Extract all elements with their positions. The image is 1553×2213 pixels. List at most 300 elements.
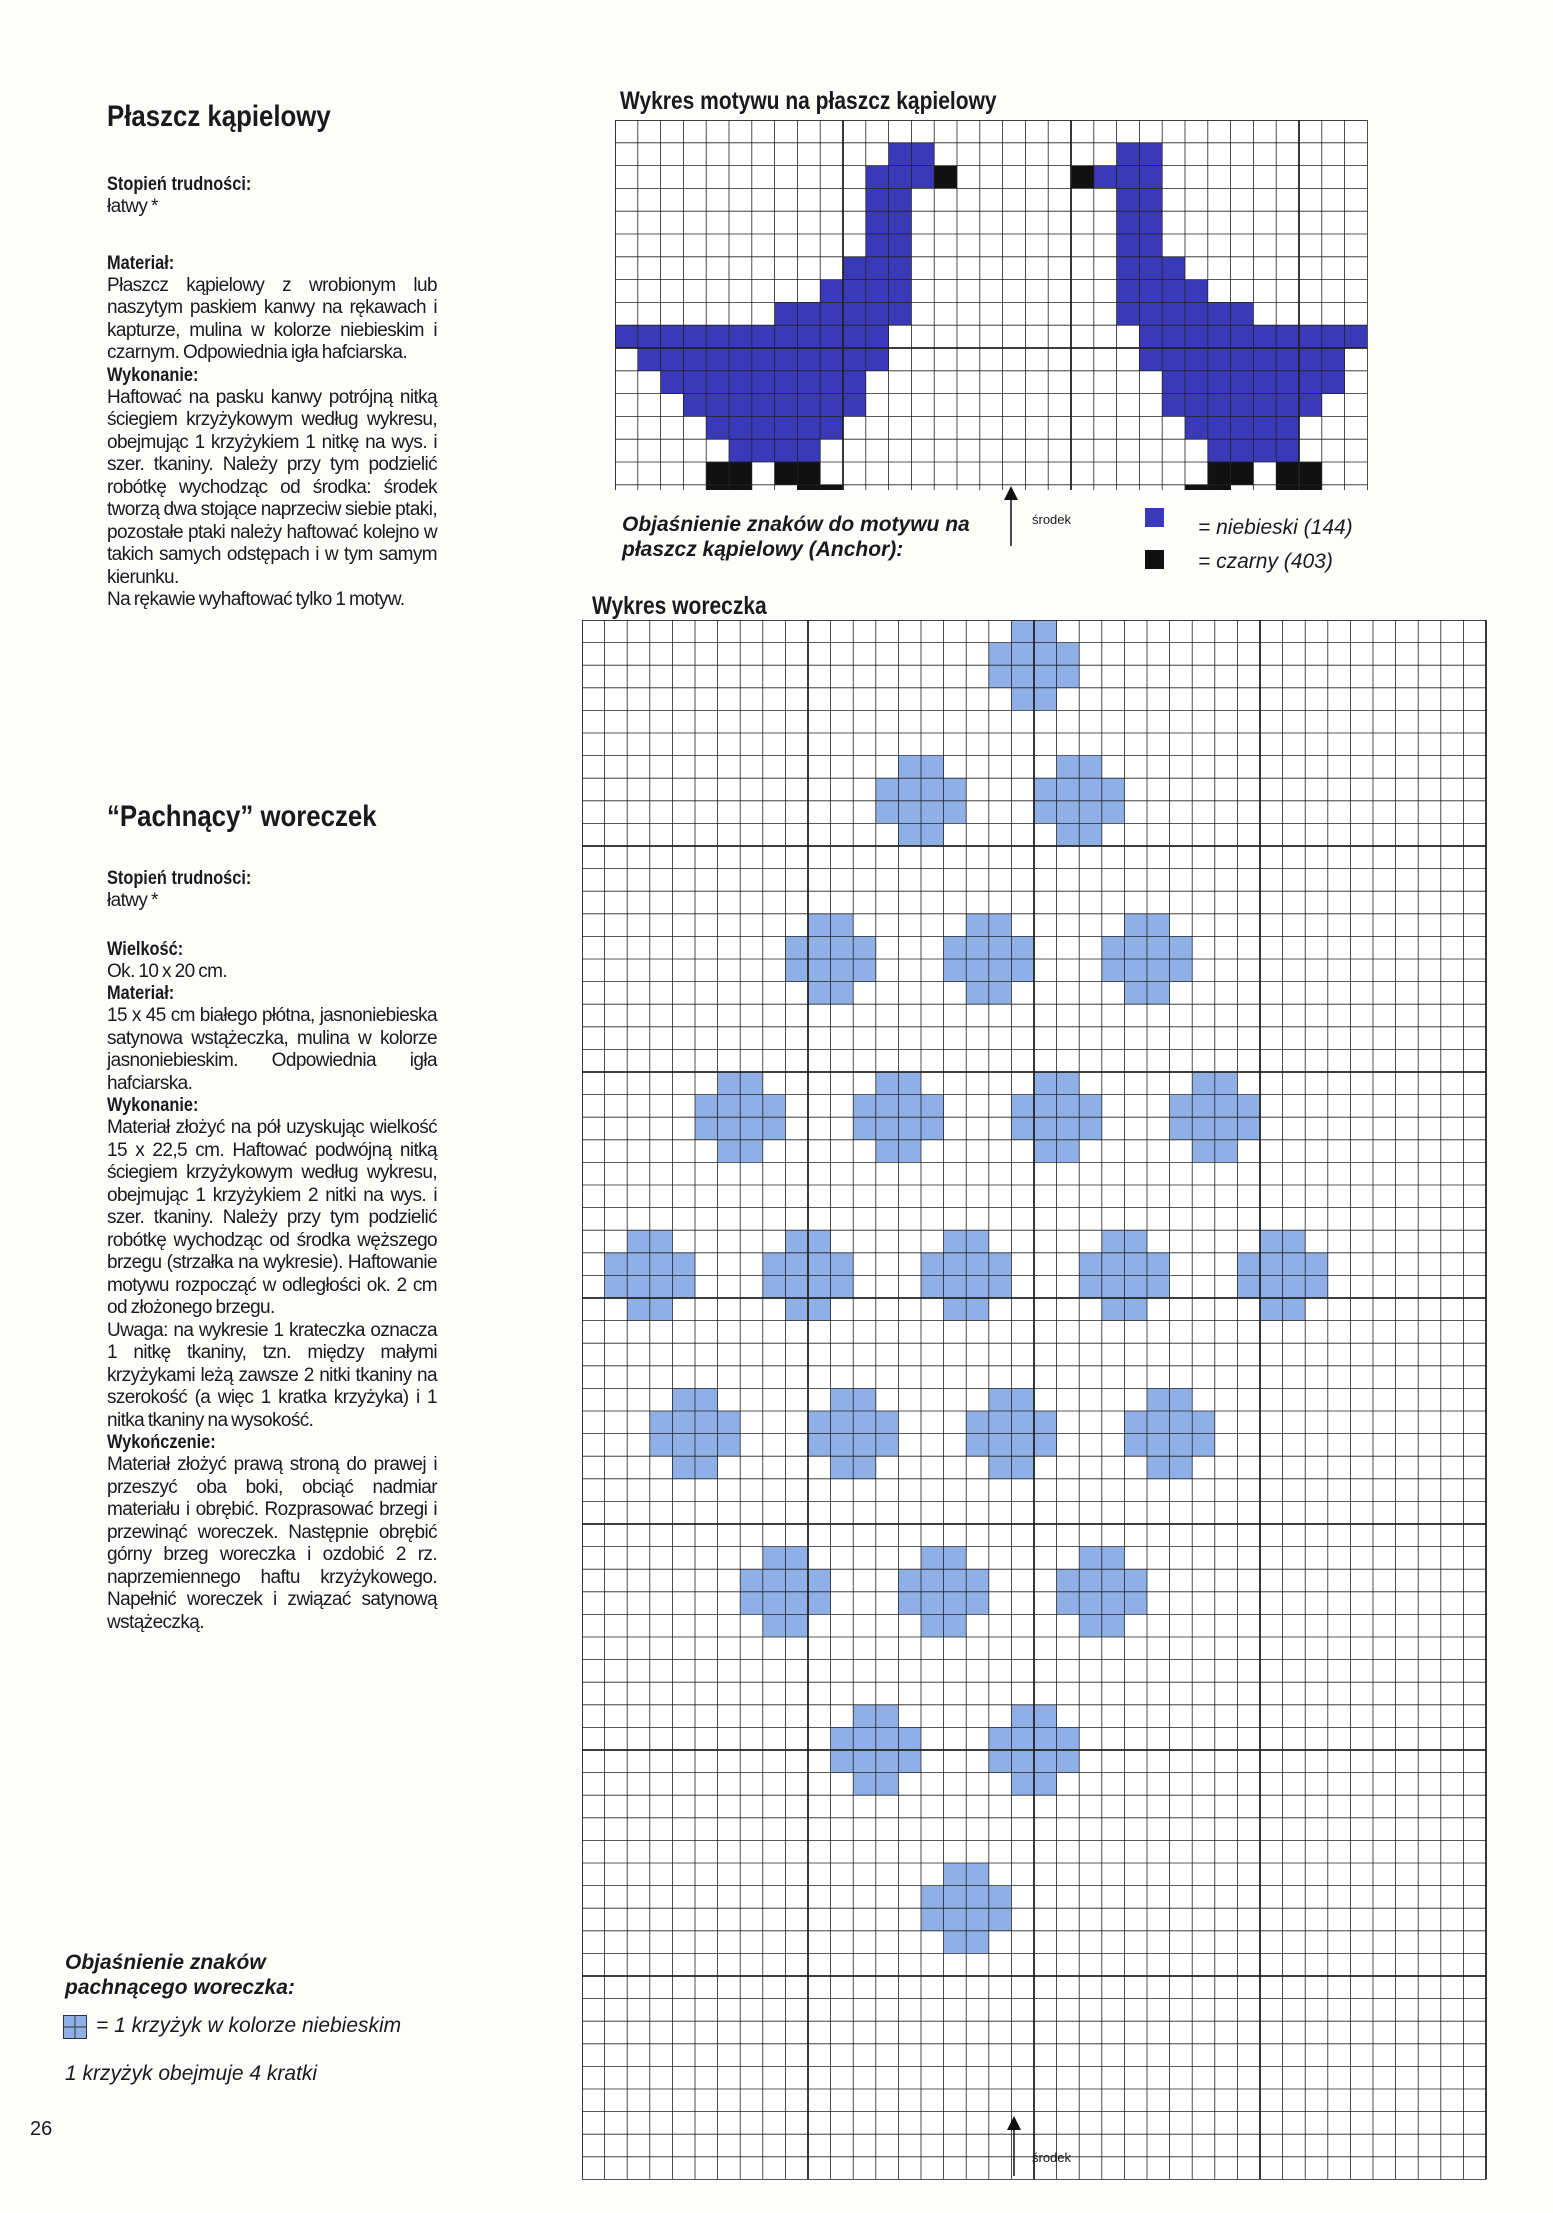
bird-cell	[729, 439, 752, 462]
sachet-cell	[1124, 1275, 1147, 1298]
bird-cell	[1253, 439, 1276, 462]
sachet-cell	[1102, 1547, 1125, 1570]
bird-cell	[1139, 325, 1162, 348]
sachet-cell	[1260, 1275, 1283, 1298]
sachet-cell	[650, 1298, 673, 1321]
bird-cell	[797, 302, 820, 325]
sachet-cell	[1057, 665, 1080, 688]
bird-cell	[889, 211, 912, 234]
bird-cell	[866, 302, 889, 325]
material-label: Materiał:	[107, 983, 175, 1004]
bird-cell	[866, 188, 889, 211]
bird-cell	[1094, 166, 1117, 189]
sachet-cell	[1283, 1275, 1306, 1298]
section-title: “Pachnący” woreczek	[107, 800, 377, 833]
sachet-cell	[876, 1727, 899, 1750]
sachet-cell	[1102, 936, 1125, 959]
sachet-cell	[808, 936, 831, 959]
bird-cell	[866, 325, 889, 348]
sachet-cell	[876, 1773, 899, 1796]
bird-cell	[775, 348, 798, 371]
bird-cell	[820, 371, 843, 394]
sachet-cell	[853, 1750, 876, 1773]
sachet-cell	[672, 1434, 695, 1457]
sachet-cell	[808, 1592, 831, 1615]
sachet-cell	[672, 1253, 695, 1276]
sachet-cell	[1237, 1095, 1260, 1118]
sachet-cell	[876, 1095, 899, 1118]
sachet-cell	[1192, 1140, 1215, 1163]
bird-cell	[1299, 371, 1322, 394]
sachet-cell	[989, 665, 1012, 688]
bird-cell	[683, 371, 706, 394]
bird-cell	[683, 325, 706, 348]
sachet-cell	[1305, 1275, 1328, 1298]
sachet-cell	[876, 1750, 899, 1773]
sachet-cell	[785, 1253, 808, 1276]
sachet-cell	[1057, 643, 1080, 666]
sachet-cell	[1057, 801, 1080, 824]
sachet-cell	[921, 801, 944, 824]
sachet-cell	[1170, 1117, 1193, 1140]
bird-cell	[1162, 302, 1185, 325]
sachet-cell	[695, 1095, 718, 1118]
bird-cell	[1139, 257, 1162, 280]
sachet-cell	[763, 1275, 786, 1298]
sachet-cell	[1079, 778, 1102, 801]
sachet-legend-note: 1 krzyżyk obejmuje 4 kratki	[65, 2062, 318, 2085]
bird-cell	[820, 485, 843, 490]
bird-cell	[706, 416, 729, 439]
sachet-cell	[876, 1072, 899, 1095]
bird-cell	[1117, 188, 1140, 211]
bird-cell	[661, 325, 684, 348]
sachet-cell	[966, 1908, 989, 1931]
bird-cell	[752, 416, 775, 439]
sachet-cell	[1079, 1253, 1102, 1276]
sachet-cell	[989, 1434, 1012, 1457]
sachet-cell	[1034, 1140, 1057, 1163]
bird-cell	[683, 394, 706, 417]
sachet-cell	[1147, 1434, 1170, 1457]
sachet-cell	[1079, 1275, 1102, 1298]
bird-cell	[1139, 234, 1162, 257]
sachet-cell	[763, 1253, 786, 1276]
sachet-cell	[1260, 1230, 1283, 1253]
bird-cell	[775, 416, 798, 439]
sachet-cell	[695, 1388, 718, 1411]
sachet-cell	[763, 1569, 786, 1592]
sachet-cell	[1192, 1117, 1215, 1140]
sachet-cell	[898, 1592, 921, 1615]
sachet-cell	[1079, 756, 1102, 779]
bird-cell	[1208, 302, 1231, 325]
sachet-chart	[582, 620, 1494, 2195]
sachet-cell	[966, 982, 989, 1005]
sachet-cell	[1283, 1298, 1306, 1321]
sachet-cell	[808, 959, 831, 982]
sachet-cell	[831, 1388, 854, 1411]
bird-cell	[1208, 325, 1231, 348]
sachet-cell	[1124, 1592, 1147, 1615]
sachet-cell	[989, 643, 1012, 666]
sachet-cell	[831, 1253, 854, 1276]
sachet-cell	[1057, 778, 1080, 801]
sachet-cell	[650, 1434, 673, 1457]
sachet-cell	[966, 959, 989, 982]
bird-cell	[797, 416, 820, 439]
sachet-cell	[831, 914, 854, 937]
sachet-cell	[1237, 1275, 1260, 1298]
bird-cell	[889, 302, 912, 325]
bird-cell	[1253, 416, 1276, 439]
sachet-cell	[1237, 1117, 1260, 1140]
sachet-cell	[808, 982, 831, 1005]
sachet-cell	[831, 1750, 854, 1773]
sachet-cell	[740, 1569, 763, 1592]
sachet-cell	[876, 1434, 899, 1457]
sachet-cell	[1011, 620, 1034, 643]
bird-cell	[706, 325, 729, 348]
bird-cell	[1322, 371, 1345, 394]
sachet-cell	[1034, 1727, 1057, 1750]
bird-cell	[775, 302, 798, 325]
sachet-cell	[808, 1298, 831, 1321]
sachet-cell	[1034, 643, 1057, 666]
bird-cell	[820, 325, 843, 348]
sachet-cell	[695, 1456, 718, 1479]
sachet-cell	[1079, 1547, 1102, 1570]
bird-cell	[775, 325, 798, 348]
sachet-cell	[740, 1095, 763, 1118]
section-title: Płaszcz kąpielowy	[107, 100, 331, 133]
sachet-cell	[1124, 982, 1147, 1005]
material-text: Płaszcz kąpielowy z wrobionym lub naszytym paskiem kanwy na rękawach i kapturze, mulina w kolorze niebieskim i czarnym. Odpowiednia igła hafciarska.	[107, 274, 437, 363]
sachet-cell	[1124, 1230, 1147, 1253]
sachet-cell	[1034, 688, 1057, 711]
blue-swatch	[1145, 508, 1164, 527]
sachet-cell	[785, 936, 808, 959]
sachet-cell	[1079, 801, 1102, 824]
bird-cell	[775, 394, 798, 417]
bird-cell	[1071, 166, 1094, 189]
sachet-cell	[876, 801, 899, 824]
bird-cell	[752, 348, 775, 371]
bird-cell	[1162, 280, 1185, 303]
bird-cell	[843, 394, 866, 417]
sachet-cell	[853, 1705, 876, 1728]
sachet-cell	[785, 1298, 808, 1321]
sachet-cell	[740, 1072, 763, 1095]
sachet-cell	[1011, 1750, 1034, 1773]
sachet-cell	[627, 1298, 650, 1321]
sachet-cell	[785, 1614, 808, 1637]
sachet-cell	[1102, 1614, 1125, 1637]
sachet-cell	[944, 1275, 967, 1298]
sachet-cell	[921, 1614, 944, 1637]
sachet-cell	[1305, 1253, 1328, 1276]
bird-cell	[729, 348, 752, 371]
sachet-cell	[1079, 1569, 1102, 1592]
sachet-cell	[808, 914, 831, 937]
bird-cell	[1299, 325, 1322, 348]
sachet-cell	[989, 936, 1012, 959]
bird-cell	[706, 485, 729, 490]
bird-cell	[1162, 394, 1185, 417]
bird-cell	[1253, 348, 1276, 371]
bird-cell	[1162, 371, 1185, 394]
sachet-cell	[672, 1388, 695, 1411]
sachet-cell	[989, 1411, 1012, 1434]
bird-cell	[729, 416, 752, 439]
sachet-cell	[1011, 1411, 1034, 1434]
sachet-cell	[808, 1569, 831, 1592]
sachet-cell	[898, 778, 921, 801]
sachet-cell	[1170, 1095, 1193, 1118]
sachet-cell	[1057, 1727, 1080, 1750]
sachet-cell	[831, 1434, 854, 1457]
sachet-cell	[876, 778, 899, 801]
sachet-cell	[1034, 1773, 1057, 1796]
sachet-cell	[1011, 1095, 1034, 1118]
sachet-cell	[1102, 778, 1125, 801]
sachet-cell	[1215, 1117, 1238, 1140]
bird-cell	[661, 348, 684, 371]
sachet-cell	[695, 1117, 718, 1140]
size-label: Wielkość:	[107, 938, 184, 960]
bird-cell	[1231, 302, 1254, 325]
sachet-cell	[966, 1886, 989, 1909]
bird-cell	[797, 371, 820, 394]
bird-cell	[1185, 348, 1208, 371]
sachet-cell	[1192, 1434, 1215, 1457]
bird-cell	[706, 462, 729, 485]
sachet-cell	[1034, 801, 1057, 824]
bird-cell	[1276, 371, 1299, 394]
sachet-cell	[1215, 1095, 1238, 1118]
sachet-cell	[808, 1253, 831, 1276]
sachet-cell	[1102, 1230, 1125, 1253]
bird-cell	[752, 371, 775, 394]
bird-cell	[820, 394, 843, 417]
sachet-cell	[763, 1117, 786, 1140]
sachet-cell	[831, 1456, 854, 1479]
sachet-cell	[1079, 1592, 1102, 1615]
sachet-cell	[966, 1434, 989, 1457]
sachet-cell	[1011, 643, 1034, 666]
sachet-cell	[1034, 620, 1057, 643]
sachet-cell	[966, 1230, 989, 1253]
sachet-cell	[876, 1117, 899, 1140]
bird-cell	[1276, 325, 1299, 348]
sachet-cell	[1170, 1434, 1193, 1457]
sachet-cell	[1034, 1434, 1057, 1457]
bird-cell	[1276, 462, 1299, 485]
sachet-cell	[921, 1908, 944, 1931]
bird-cell	[1299, 485, 1322, 490]
execution-text: Haftować na pasku kanwy potrójną nitką ściegiem krzyżykowym według wykresu, obejmując 1 krzyżykiem 1 nitkę na wys. i szer. tkaniny. Należy przy tym podzielić robótkę wychodząc od środka: środek tworzą dwa stojące naprzeciw siebie ptaki, pozostałe ptaki należy haftować kolejno w takich samych odstępach i w tym samym kierunku.	[107, 386, 437, 588]
sachet-cell	[1170, 936, 1193, 959]
sachet-cell	[944, 1863, 967, 1886]
sachet-cell	[1147, 1275, 1170, 1298]
sachet-cell	[1260, 1298, 1283, 1321]
sachet-cell	[1170, 1411, 1193, 1434]
sachet-cell	[831, 982, 854, 1005]
sachet-cell	[944, 1886, 967, 1909]
sachet-cell	[966, 1592, 989, 1615]
sachet-cell	[740, 1140, 763, 1163]
sachet-cell	[876, 1705, 899, 1728]
bird-cell	[1253, 394, 1276, 417]
sachet-cell	[1124, 1411, 1147, 1434]
sachet-cell	[944, 1908, 967, 1931]
sachet-cell	[718, 1095, 741, 1118]
difficulty-value: łatwy *	[107, 890, 158, 911]
bird-cell	[889, 280, 912, 303]
bird-cell	[889, 257, 912, 280]
sachet-cell	[898, 801, 921, 824]
bird-cell	[1208, 462, 1231, 485]
sachet-cell	[921, 756, 944, 779]
bird-cell	[706, 394, 729, 417]
sachet-cell	[921, 1253, 944, 1276]
sachet-cell	[1283, 1253, 1306, 1276]
bird-cell	[1231, 439, 1254, 462]
bird-cell	[752, 394, 775, 417]
bird-cell	[1117, 143, 1140, 166]
sachet-cell	[808, 1434, 831, 1457]
finishing-text: Materiał złożyć prawą stroną do prawej i przeszyć oba boki, obciąć nadmiar materiału i obrębić. Rozprasować brzegi i przewinąć woreczek. Następnie obrębić górny brzeg woreczka i ozdobić 2 rz. naprzemiennego haftu krzyżykowego. Napełnić woreczek i związać satynową wstążeczką.	[107, 1454, 437, 1633]
sachet-cell	[1102, 1275, 1125, 1298]
sachet-cell	[989, 1908, 1012, 1931]
bird-cell	[866, 257, 889, 280]
bird-cell	[1139, 143, 1162, 166]
execution-label: Wykonanie:	[107, 1095, 199, 1116]
sachet-cell	[1057, 1569, 1080, 1592]
bird-cell	[706, 348, 729, 371]
bird-cell	[1117, 211, 1140, 234]
sachet-cell	[785, 1275, 808, 1298]
sachet-cell	[1147, 914, 1170, 937]
sachet-cell	[1011, 1456, 1034, 1479]
sachet-cell	[853, 959, 876, 982]
sachet-cell	[853, 1434, 876, 1457]
sachet-cell	[1034, 1705, 1057, 1728]
bird-cell	[1185, 485, 1208, 490]
sachet-cell	[1102, 1569, 1125, 1592]
sachet-cell	[1057, 1592, 1080, 1615]
sachet-cell	[831, 959, 854, 982]
bird-cell	[1231, 394, 1254, 417]
sachet-cell	[921, 778, 944, 801]
sachet-cell	[921, 823, 944, 846]
execution-text: Materiał złożyć na pół uzyskując wielkość 15 x 22,5 cm. Haftować podwójną nitką ściegiem krzyżykowym według wykresu, obejmując 1 krzyżykiem 2 nitki na wys. i szer. tkaniny. Należy przy tym podzielić robótkę wychodząc od środka węższego brzegu (strzałka na wykresie). Haftowanie motywu rozpocząć w odległości ok. 2 cm od złożonego brzegu.	[107, 1117, 437, 1318]
sachet-cell	[763, 1547, 786, 1570]
sachet-cell	[966, 1411, 989, 1434]
bird-cell	[866, 234, 889, 257]
sachet-cell	[785, 1569, 808, 1592]
bird-cell	[1322, 325, 1345, 348]
bird-cell	[820, 302, 843, 325]
sachet-cell	[989, 914, 1012, 937]
sachet-cell	[966, 936, 989, 959]
bird-cell	[1185, 280, 1208, 303]
bird-cell	[866, 166, 889, 189]
sachet-cell	[1011, 1773, 1034, 1796]
bird-cell	[1231, 348, 1254, 371]
sachet-cell	[1124, 1253, 1147, 1276]
sachet-cell	[1124, 936, 1147, 959]
bird-cell	[1139, 188, 1162, 211]
sachet-cell	[921, 1592, 944, 1615]
bird-cell	[1162, 325, 1185, 348]
sachet-cell	[944, 1569, 967, 1592]
sachet-cell	[944, 1253, 967, 1276]
bird-cell	[775, 462, 798, 485]
bird-cell	[775, 439, 798, 462]
black-swatch	[1145, 550, 1164, 569]
bird-cell	[1139, 348, 1162, 371]
bird-cell	[889, 166, 912, 189]
sachet-cell	[944, 1614, 967, 1637]
sachet-cell	[1057, 1750, 1080, 1773]
chart2-title: Wykres woreczka	[592, 592, 767, 620]
bird-cell	[843, 302, 866, 325]
sachet-cell	[921, 1275, 944, 1298]
sachet-cell	[898, 1095, 921, 1118]
bird-cell	[866, 211, 889, 234]
sachet-cell	[763, 1614, 786, 1637]
sachet-cell	[1034, 1095, 1057, 1118]
bird-cell	[797, 462, 820, 485]
sachet-cell	[989, 1388, 1012, 1411]
sachet-cell	[672, 1275, 695, 1298]
sachet-cell	[650, 1275, 673, 1298]
difficulty-label: Stopień trudności:	[107, 174, 252, 195]
sachet-cell	[1057, 1140, 1080, 1163]
sachet-cell	[1192, 1095, 1215, 1118]
bird-cell	[729, 371, 752, 394]
sachet-cell	[966, 914, 989, 937]
sachet-cell	[650, 1230, 673, 1253]
size-value: Ok. 10 x 20 cm.	[107, 960, 228, 982]
bird-cell	[843, 280, 866, 303]
sachet-cell	[1057, 823, 1080, 846]
sachet-cell	[1147, 1253, 1170, 1276]
sachet-cell	[1215, 1072, 1238, 1095]
bird-cell	[911, 166, 934, 189]
sachet-cell	[1079, 1614, 1102, 1637]
sachet-cell	[853, 1117, 876, 1140]
bird-cell	[797, 485, 820, 490]
sachet-cell	[1057, 1095, 1080, 1118]
sachet-cell	[627, 1253, 650, 1276]
bird-cell	[729, 485, 752, 490]
sachet-cell	[763, 1095, 786, 1118]
bird-cell	[934, 166, 957, 189]
sachet-cell	[989, 982, 1012, 1005]
bird-cell	[820, 348, 843, 371]
chart1-title: Wykres motywu na płaszcz kąpielowy	[620, 87, 997, 115]
sachet-cell	[944, 959, 967, 982]
sachet-cell	[808, 1230, 831, 1253]
bird-cell	[752, 325, 775, 348]
bird-cell	[1139, 166, 1162, 189]
bird-cell	[1139, 280, 1162, 303]
sachet-cell	[1124, 959, 1147, 982]
bird-cell	[752, 439, 775, 462]
bird-cell	[1117, 280, 1140, 303]
